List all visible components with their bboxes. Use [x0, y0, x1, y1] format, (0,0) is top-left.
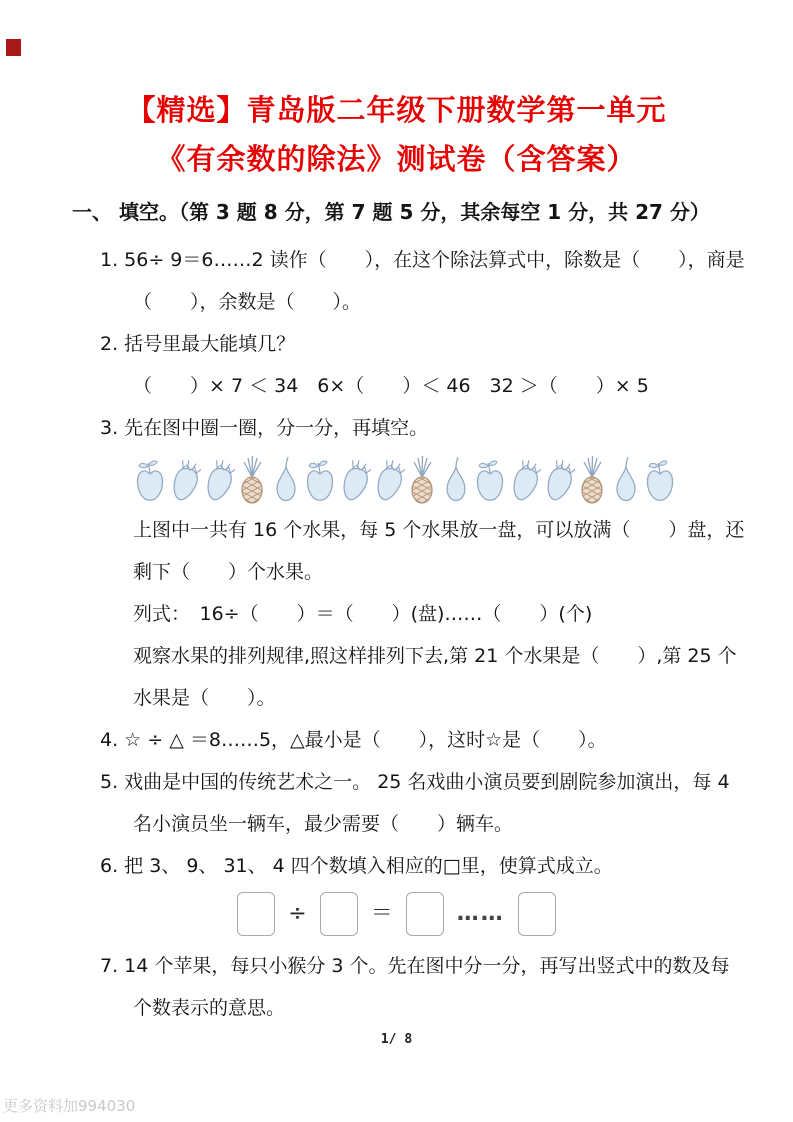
answer-box-dividend	[237, 892, 275, 936]
strawberry-icon	[201, 453, 235, 507]
strawberry-icon	[541, 453, 575, 507]
question-1-line-2: （ ），余数是（ ）。	[133, 290, 362, 313]
question-3-line-6: 水果是（ ）。	[133, 686, 276, 709]
answer-box-quotient	[406, 892, 444, 936]
question-2-line-2: （ ）× 7 ＜ 34 6×（ ）＜ 46 32 ＞（ ）× 5	[133, 374, 649, 397]
section-heading: 一、 填空。（第 3 题 8 分，第 7 题 5 分，其余每空 1 分，共 27 分）	[72, 200, 710, 224]
question-4-line-1: 4. ☆ ÷ △ ＝8……5，△最小是（ ），这时☆是（ ）。	[100, 728, 607, 751]
question-6-line-1: 6. 把 3、 9、 31、 4 四个数填入相应的□里，使算式成立。	[100, 854, 613, 877]
question-3-line-1: 3. 先在图中圈一圈，分一分，再填空。	[100, 416, 429, 439]
equals-symbol: ＝	[370, 901, 393, 926]
pineapple-icon	[235, 453, 269, 507]
questions-area	[0, 225, 793, 1027]
pear-icon	[439, 453, 473, 507]
question-3-line-4: 列式： 16÷（ ）＝（ ）(盘)……（ ）(个)	[133, 602, 593, 625]
question-7-line-1: 7. 14 个苹果，每只小猴分 3 个。先在图中分一分，再写出竖式中的数及每	[100, 954, 730, 977]
question-5-line-2: 名小演员坐一辆车，最少需要（ ）辆车。	[133, 812, 514, 835]
question-3-line-5: 观察水果的排列规律,照这样排列下去,第 21 个水果是（ ）,第 25 个	[133, 644, 737, 667]
page-title-line1: 【精选】青岛版二年级下册数学第一单元	[126, 93, 667, 127]
question-7-line-2: 个数表示的意思。	[133, 996, 286, 1019]
strawberry-icon	[337, 453, 371, 507]
answer-box-remainder	[518, 892, 556, 936]
equation-boxes-row	[0, 885, 793, 943]
pear-icon	[609, 453, 643, 507]
remainder-dots: ……	[456, 901, 505, 926]
fruit-row	[0, 447, 793, 507]
question-2-line-1: 2. 括号里最大能填几？	[100, 332, 296, 355]
watermark-text: 更多资料加994030	[3, 1097, 136, 1115]
apple-icon	[473, 453, 507, 507]
pineapple-icon	[575, 453, 609, 507]
apple-icon	[643, 453, 677, 507]
strawberry-icon	[507, 453, 541, 507]
strawberry-icon	[167, 453, 201, 507]
strawberry-icon	[371, 453, 405, 507]
apple-icon	[133, 453, 167, 507]
question-3-line-2: 上图中一共有 16 个水果，每 5 个水果放一盘，可以放满（ ）盘，还	[133, 518, 745, 541]
pear-icon	[269, 453, 303, 507]
question-3-line-3: 剩下（ ）个水果。	[133, 560, 324, 583]
question-5-line-1: 5. 戏曲是中国的传统艺术之一。 25 名戏曲小演员要到剧院参加演出，每 4	[100, 770, 730, 793]
answer-box-divisor	[320, 892, 358, 936]
page-title-line2: 《有余数的除法》测试卷（含答案）	[156, 142, 637, 176]
apple-icon	[303, 453, 337, 507]
corner-mark	[6, 39, 21, 56]
page-number: 1/ 8	[380, 1032, 413, 1047]
pineapple-icon	[405, 453, 439, 507]
divide-symbol: ÷	[288, 901, 307, 926]
question-1-line-1: 1. 56÷ 9＝6……2 读作（ ），在这个除法算式中，除数是（ ），商是	[100, 248, 745, 271]
